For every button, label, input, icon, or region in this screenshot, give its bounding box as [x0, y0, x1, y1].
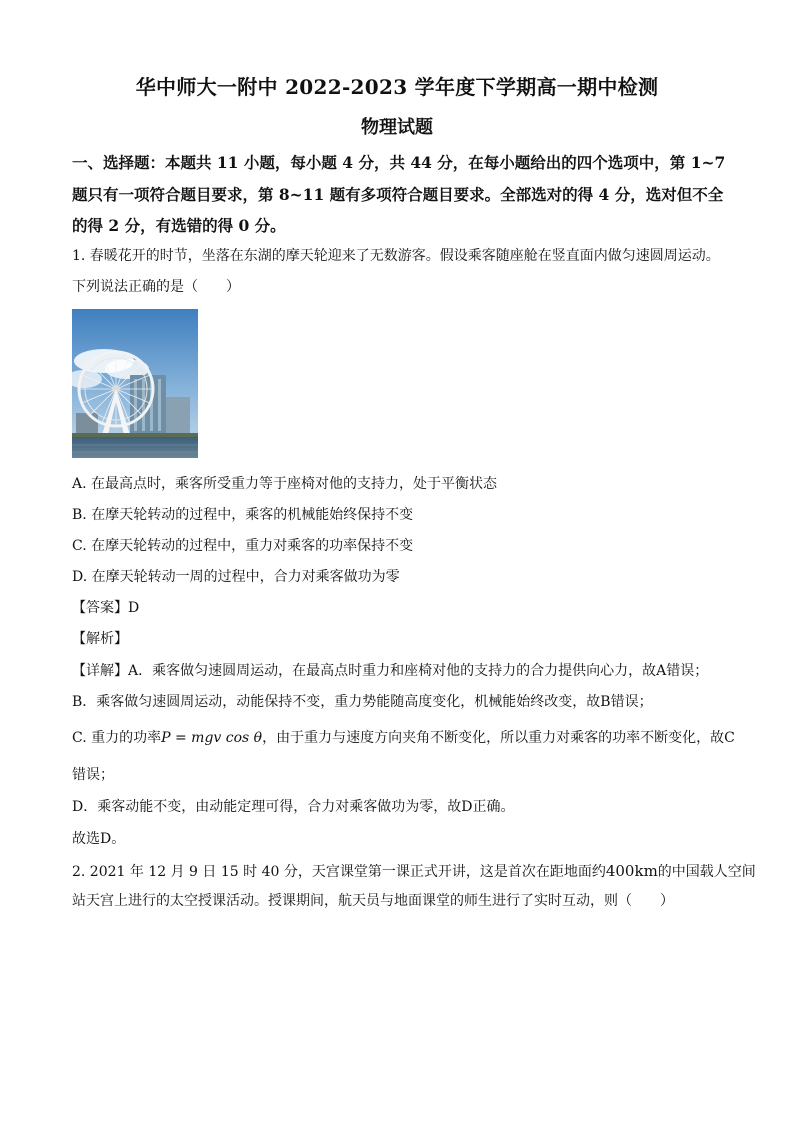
detail-c-line-1 — [72, 727, 735, 747]
detail-c-prefix: C. 重力的功率 — [72, 730, 162, 746]
option-b: B. 在摩天轮转动的过程中，乘客的机械能始终保持不变 — [72, 507, 414, 523]
detail-b: B．乘客做匀速圆周运动，动能保持不变，重力势能随高度变化，机械能始终改变，故B错误； — [72, 694, 653, 710]
power-formula: P = mgv cos θ — [161, 730, 263, 746]
section-instructions-line-2: 题只有一项符合题目要求，第 8~11 题有多项符合题目要求。全部选对的得 4 分，选对但不全 — [72, 185, 724, 204]
exam-subtitle: 物理试题 — [361, 117, 433, 138]
question-1-stem-line-1: 1. 春暖花开的时节，坐落在东湖的摩天轮迎来了无数游客。假设乘客随座舱在竖直面内做匀速圆周运动。 — [72, 248, 720, 264]
analysis-heading: 【解析】 — [72, 631, 128, 647]
option-c: C. 在摩天轮转动的过程中，重力对乘客的功率保持不变 — [72, 538, 414, 554]
answer-line: 【答案】D — [72, 600, 140, 616]
exam-title: 华中师大一附中 2022-2023 学年度下学期高一期中检测 — [135, 75, 659, 99]
question-2-stem-line-1 — [72, 861, 756, 881]
question-1-stem-line-2: 下列说法正确的是（ ） — [72, 279, 240, 295]
option-d: D. 在摩天轮转动一周的过程中，合力对乘客做功为零 — [72, 569, 400, 585]
choice-conclusion: 故选D。 — [72, 831, 126, 847]
option-a: A. 在最高点时，乘客所受重力等于座椅对他的支持力，处于平衡状态 — [72, 476, 498, 492]
ferris-wheel-photo — [72, 309, 198, 458]
question-2-stem-suffix: 的中国载人空间 — [657, 864, 756, 880]
distance-value: 400km — [605, 862, 658, 880]
question-2-stem-prefix: 2. 2021 年 12 月 9 日 15 时 40 分，天宫课堂第一课正式开讲，这是首次在距地面约 — [72, 864, 606, 880]
section-instructions-line-1: 一、选择题：本题共 11 小题，每小题 4 分，共 44 分，在每小题给出的四个选项中，第 1~7 — [72, 153, 726, 172]
detail-d: D．乘客动能不变，由动能定理可得，合力对乘客做功为零，故D正确。 — [72, 799, 515, 815]
detail-c-suffix: ，由于重力与速度方向夹角不断变化，所以重力对乘客的功率不断变化，故C — [262, 730, 735, 746]
detail-c-line-2: 错误； — [72, 767, 114, 783]
section-instructions-line-3: 的得 2 分，有选错的得 0 分。 — [72, 216, 286, 235]
detail-a: 【详解】A．乘客做匀速圆周运动，在最高点时重力和座椅对他的支持力的合力提供向心力，故A错误； — [72, 663, 709, 679]
question-2-stem-line-2: 站天宫上进行的太空授课活动。授课期间，航天员与地面课堂的师生进行了实时互动，则（ ） — [72, 893, 674, 909]
